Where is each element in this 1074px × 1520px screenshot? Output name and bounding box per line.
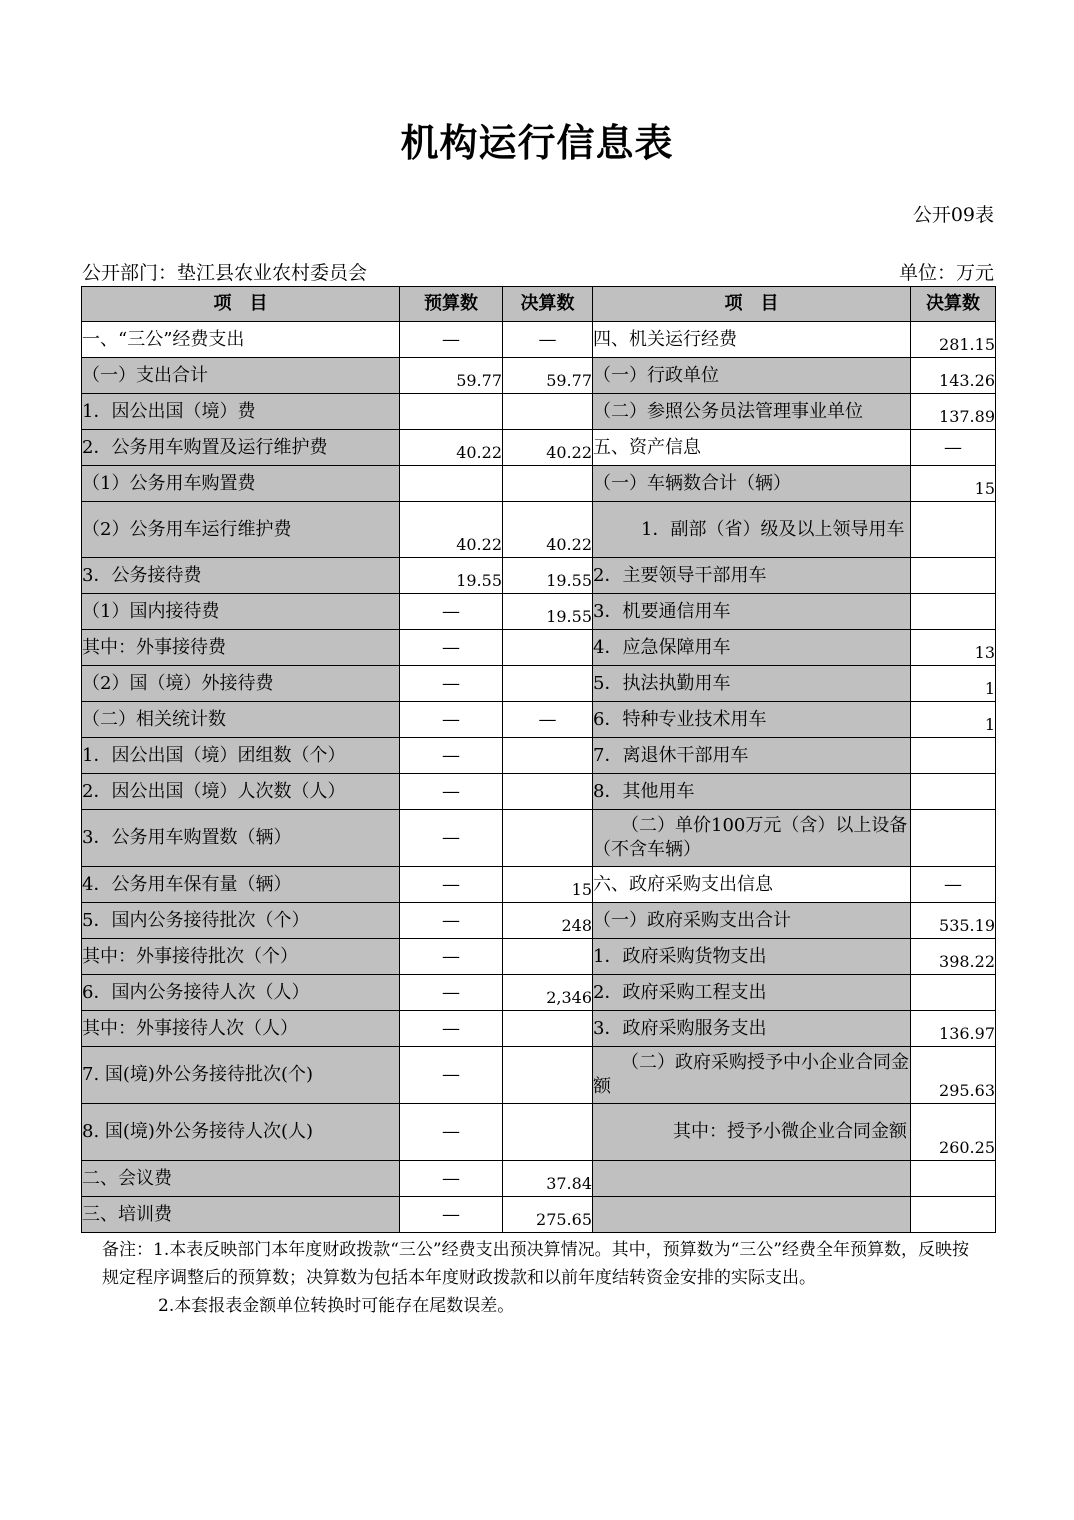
row-left-label: 二、会议费 — [82, 1161, 400, 1197]
row-final — [503, 1047, 593, 1104]
page-title: 机构运行信息表 — [400, 120, 674, 165]
row-right-final: 295.63 — [911, 1047, 996, 1104]
header-budget: 预算数 — [400, 287, 503, 322]
table-row — [82, 394, 996, 430]
row-final — [503, 939, 593, 975]
row-right-label: 四、机关运行经费 — [593, 322, 911, 358]
row-budget: 40.22 — [400, 502, 503, 558]
row-right-final — [911, 594, 996, 630]
row-left-label: 其中：外事接待批次（个） — [82, 939, 400, 975]
row-final — [503, 1011, 593, 1047]
table-row — [82, 1104, 996, 1161]
info-table — [81, 286, 996, 1233]
table-row — [82, 322, 996, 358]
row-final: 275.65 — [503, 1197, 593, 1233]
row-budget: — — [400, 666, 503, 702]
row-final — [503, 394, 593, 430]
row-right-label: （二）单价100万元（含）以上设备（不含车辆） — [593, 810, 911, 867]
row-final: — — [503, 702, 593, 738]
row-right-final: 13 — [911, 630, 996, 666]
row-budget: 59.77 — [400, 358, 503, 394]
row-left-label: （2）国（境）外接待费 — [82, 666, 400, 702]
notes — [102, 1236, 982, 1320]
row-right-final: 1 — [911, 702, 996, 738]
row-right-final — [911, 1161, 996, 1197]
row-right-final: 281.15 — [911, 322, 996, 358]
row-budget: — — [400, 1011, 503, 1047]
row-right-label: 6．特种专业技术用车 — [593, 702, 911, 738]
row-final — [503, 466, 593, 502]
table-row — [82, 466, 996, 502]
row-left-label: （二）相关统计数 — [82, 702, 400, 738]
row-budget: — — [400, 903, 503, 939]
row-final: 2,346 — [503, 975, 593, 1011]
row-budget: — — [400, 702, 503, 738]
row-budget: — — [400, 867, 503, 903]
row-budget: — — [400, 1047, 503, 1104]
row-left-label: 三、培训费 — [82, 1197, 400, 1233]
row-right-final — [911, 810, 996, 867]
table-row — [82, 975, 996, 1011]
row-right-label: 3．机要通信用车 — [593, 594, 911, 630]
row-final: 15 — [503, 867, 593, 903]
row-budget — [400, 394, 503, 430]
header-item: 项 目 — [82, 287, 400, 322]
row-left-label: 1．因公出国（境）团组数（个） — [82, 738, 400, 774]
row-left-label: 8. 国(境)外公务接待人次(人) — [82, 1104, 400, 1161]
row-left-label: 其中：外事接待费 — [82, 630, 400, 666]
row-right-final — [911, 558, 996, 594]
row-final — [503, 666, 593, 702]
row-right-final: 15 — [911, 466, 996, 502]
row-final: 19.55 — [503, 594, 593, 630]
row-budget: — — [400, 810, 503, 867]
table-row — [82, 358, 996, 394]
row-left-label: 7. 国(境)外公务接待批次(个) — [82, 1047, 400, 1104]
row-right-final — [911, 774, 996, 810]
note-line-1: 备注：1.本表反映部门本年度财政拨款“三公”经费支出预决算情况。其中，预算数为“三公”经费全年预算数，反映按规定程序调整后的预算数；决算数为包括本年度财政拨款和以前年度结转资金安排的实际支出。 — [102, 1240, 969, 1288]
row-budget: — — [400, 322, 503, 358]
row-right-final: — — [911, 430, 996, 466]
row-budget: — — [400, 774, 503, 810]
row-budget: 19.55 — [400, 558, 503, 594]
row-left-label: 2．公务用车购置及运行维护费 — [82, 430, 400, 466]
header-item-right: 项 目 — [593, 287, 911, 322]
row-final — [503, 1104, 593, 1161]
table-row — [82, 1047, 996, 1104]
table-row — [82, 558, 996, 594]
row-budget: — — [400, 630, 503, 666]
row-final: — — [503, 322, 593, 358]
table-row — [82, 1161, 996, 1197]
row-right-final — [911, 738, 996, 774]
table-row — [82, 810, 996, 867]
row-right-label: 2．政府采购工程支出 — [593, 975, 911, 1011]
row-right-final: 136.97 — [911, 1011, 996, 1047]
row-right-label: 1．副部（省）级及以上领导用车 — [593, 502, 911, 558]
row-right-label: （二）政府采购授予中小企业合同金额 — [593, 1047, 911, 1104]
row-budget: — — [400, 1197, 503, 1233]
row-right-final: 137.89 — [911, 394, 996, 430]
row-right-label: （一）行政单位 — [593, 358, 911, 394]
row-right-final: 143.26 — [911, 358, 996, 394]
row-budget: — — [400, 738, 503, 774]
row-left-label: 一、“三公”经费支出 — [82, 322, 400, 358]
row-budget — [400, 466, 503, 502]
table-row — [82, 666, 996, 702]
unit-label: 单位：万元 — [898, 262, 994, 284]
row-final: 19.55 — [503, 558, 593, 594]
row-left-label: 6．国内公务接待人次（人） — [82, 975, 400, 1011]
row-final: 248 — [503, 903, 593, 939]
row-final — [503, 810, 593, 867]
row-left-label: 4．公务用车保有量（辆） — [82, 867, 400, 903]
table-row — [82, 903, 996, 939]
row-budget: — — [400, 1104, 503, 1161]
header-final: 决算数 — [503, 287, 593, 322]
row-final — [503, 774, 593, 810]
row-final: 40.22 — [503, 502, 593, 558]
table-row — [82, 630, 996, 666]
row-right-final: — — [911, 867, 996, 903]
table-number: 公开09表 — [912, 204, 994, 226]
row-right-label: 五、资产信息 — [593, 430, 911, 466]
row-final — [503, 738, 593, 774]
row-right-label: 5．执法执勤用车 — [593, 666, 911, 702]
row-right-label: 1．政府采购货物支出 — [593, 939, 911, 975]
row-left-label: （一）支出合计 — [82, 358, 400, 394]
row-right-final: 1 — [911, 666, 996, 702]
table-row — [82, 430, 996, 466]
table-row — [82, 774, 996, 810]
row-right-label — [593, 1197, 911, 1233]
row-final: 37.84 — [503, 1161, 593, 1197]
header-final-right: 决算数 — [911, 287, 996, 322]
table-row — [82, 502, 996, 558]
row-budget: 40.22 — [400, 430, 503, 466]
note-line-2: 2.本套报表金额单位转换时可能存在尾数误差。 — [158, 1296, 515, 1316]
row-right-label: （二）参照公务员法管理事业单位 — [593, 394, 911, 430]
row-right-label: （一）政府采购支出合计 — [593, 903, 911, 939]
row-budget: — — [400, 975, 503, 1011]
row-left-label: 1．因公出国（境）费 — [82, 394, 400, 430]
row-left-label: 2．因公出国（境）人次数（人） — [82, 774, 400, 810]
row-budget: — — [400, 1161, 503, 1197]
row-left-label: （2）公务用车运行维护费 — [82, 502, 400, 558]
row-right-final: 260.25 — [911, 1104, 996, 1161]
row-final: 40.22 — [503, 430, 593, 466]
table-row — [82, 738, 996, 774]
row-right-final: 398.22 — [911, 939, 996, 975]
row-left-label: 3．公务用车购置数（辆） — [82, 810, 400, 867]
table-row — [82, 594, 996, 630]
row-right-label — [593, 1161, 911, 1197]
row-right-label: 2．主要领导干部用车 — [593, 558, 911, 594]
row-final: 59.77 — [503, 358, 593, 394]
row-right-label: （一）车辆数合计（辆） — [593, 466, 911, 502]
row-right-label: 4．应急保障用车 — [593, 630, 911, 666]
row-right-final: 535.19 — [911, 903, 996, 939]
row-left-label: 3．公务接待费 — [82, 558, 400, 594]
row-right-label: 7．离退休干部用车 — [593, 738, 911, 774]
row-left-label: （1）国内接待费 — [82, 594, 400, 630]
header-row — [82, 287, 996, 322]
department-label: 公开部门：垫江县农业农村委员会 — [82, 262, 368, 284]
row-final — [503, 630, 593, 666]
table-row — [82, 1011, 996, 1047]
row-right-label: 3．政府采购服务支出 — [593, 1011, 911, 1047]
row-right-label: 8．其他用车 — [593, 774, 911, 810]
table-row — [82, 867, 996, 903]
row-budget: — — [400, 594, 503, 630]
row-left-label: 5．国内公务接待批次（个） — [82, 903, 400, 939]
row-budget: — — [400, 939, 503, 975]
row-left-label: 其中：外事接待人次（人） — [82, 1011, 400, 1047]
row-right-final — [911, 975, 996, 1011]
row-right-label: 其中：授予小微企业合同金额 — [593, 1104, 911, 1161]
table-row — [82, 1197, 996, 1233]
row-left-label: （1）公务用车购置费 — [82, 466, 400, 502]
row-right-final — [911, 1197, 996, 1233]
table-row — [82, 702, 996, 738]
row-right-final — [911, 502, 996, 558]
table-row — [82, 939, 996, 975]
row-right-label: 六、政府采购支出信息 — [593, 867, 911, 903]
